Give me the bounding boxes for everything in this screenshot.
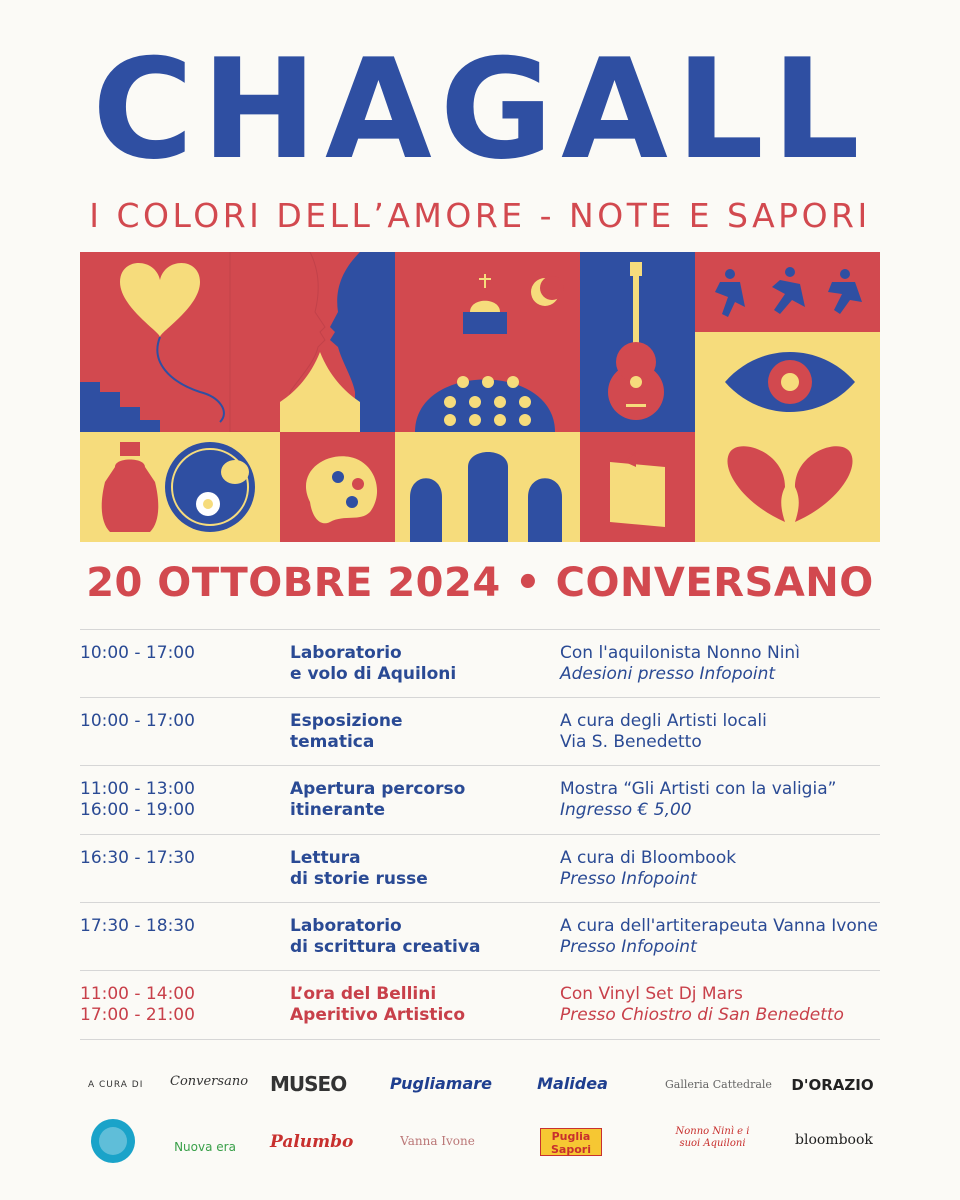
poster-subtitle: I COLORI DELL’AMORE - NOTE E SAPORI: [89, 196, 871, 235]
kissing-profiles-icon: [230, 252, 395, 432]
divider: [80, 902, 880, 903]
schedule-title: Apertura percorso itinerante: [290, 779, 466, 820]
schedule-info: Mostra “Gli Artisti con la valigia” Ingresso € 5,00: [560, 779, 837, 820]
schedule-time: 10:00 - 17:00: [80, 643, 195, 663]
event-date-location: 20 OTTOBRE 2024 • CONVERSANO: [86, 560, 874, 606]
logo-galleria-cattedrale: Galleria Cattedrale: [665, 1078, 772, 1091]
schedule-time: 17:30 - 18:30: [80, 916, 195, 936]
divider: [80, 629, 880, 630]
schedule-info: Con l'aquilonista Nonno Ninì Adesioni presso Infopoint: [560, 643, 800, 684]
schedule-info: A cura di Bloombook Presso Infopoint: [560, 848, 737, 889]
logo-bloombook: bloombook: [795, 1132, 873, 1148]
schedule-title: L’ora del Bellini Aperitivo Artistico: [290, 984, 466, 1025]
divider: [80, 834, 880, 835]
logo-palumbo: Palumbo: [270, 1132, 354, 1152]
poster-title: CHAGALL: [92, 29, 868, 190]
schedule-row: [80, 848, 880, 916]
schedule-title: Lettura di storie russe: [290, 848, 428, 889]
circle-logo-icon: [90, 1118, 136, 1164]
sponsors-label: A CURA DI: [88, 1080, 144, 1090]
divider: [80, 765, 880, 766]
divider: [80, 1039, 880, 1040]
illustration-grid: [80, 252, 880, 542]
divider: [80, 697, 880, 698]
schedule-title: Laboratorio di scrittura creativa: [290, 916, 481, 957]
schedule-row: [80, 984, 880, 1052]
schedule-info: A cura dell'artiterapeuta Vanna Ivone Presso Infopoint: [560, 916, 878, 957]
schedule-title: Esposizione tematica: [290, 711, 403, 752]
schedule-info: Con Vinyl Set Dj Mars Presso Chiostro di San Benedetto: [560, 984, 844, 1025]
schedule-row: [80, 916, 880, 984]
logo-conversano: Conversano: [170, 1074, 249, 1089]
plate-icon: [165, 442, 255, 532]
logo-nonno-nini: Nonno Ninì e i suoi Aquiloni: [675, 1126, 750, 1149]
schedule-time: 11:00 - 13:00 16:00 - 19:00: [80, 779, 195, 820]
logo-dorazio: D'ORAZIO: [791, 1076, 874, 1094]
logo-malidea: Malidea: [537, 1074, 608, 1093]
schedule-row: [80, 779, 880, 847]
schedule-time: 11:00 - 14:00 17:00 - 21:00: [80, 984, 195, 1025]
logo-puglia-sapori: Puglia Sapori: [540, 1128, 602, 1156]
logo-vanna-ivone: Vanna Ivone: [400, 1134, 475, 1148]
logo-pugliamare: Pugliamare: [390, 1074, 492, 1093]
palette-icon: [306, 456, 377, 523]
schedule-time: 16:30 - 17:30: [80, 848, 195, 868]
schedule-row: [80, 643, 880, 711]
logo-nuova-era: Nuova era: [174, 1140, 236, 1154]
schedule-row: [80, 711, 880, 779]
schedule-title: Laboratorio e volo di Aquiloni: [290, 643, 457, 684]
divider: [80, 970, 880, 971]
schedule-info: A cura degli Artisti locali Via S. Benedetto: [560, 711, 767, 752]
schedule-time: 10:00 - 17:00: [80, 711, 195, 731]
logo-museo: MUSEO: [270, 1072, 347, 1096]
